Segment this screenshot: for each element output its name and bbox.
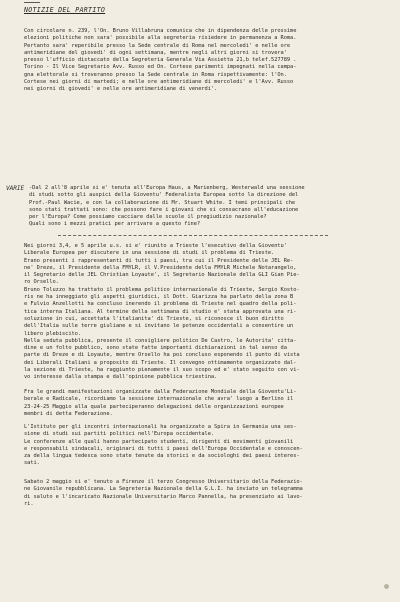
text-line: elezioni politiche non sara' possibile alla segreteria risiedere in permanenza a Roma. (24, 35, 297, 42)
text-line: ne' Dreze, il Presidente della FMYLR, il V.Presidente della FMYLR Michele Notarangelo, (24, 264, 297, 271)
text-line: il Segretario delle JEL Christian Loyaute', il Segretario Nazionale della GLI Gian Pie- (24, 272, 300, 279)
text-line: gna elettorale si troveranno presso la Sede centrale in Roma rispettivamente: l'On. (24, 71, 287, 78)
text-line: soluzione in cui, accettata l'italianita' di Trieste, si riconosce il buon diritto (24, 315, 284, 322)
trieste-paragraph (24, 243, 300, 382)
text-line: la sezione di Trieste, ha raggiunto pienamente il suo scopo ed e' stato seguito con vi- (24, 367, 300, 374)
text-line: sione di studi sui partiti politici nell'Europa occidentale. (24, 431, 215, 438)
text-line: di saluto e l'incaricato Nazionale Universitario Marco Pannella, ha presenziato ai lavo- (24, 493, 303, 500)
text-line: Pertanto sara' reperibile presso la Sede centrale di Roma nel mercoledi' e nelle ore (24, 42, 291, 49)
party-notice-paragraph (24, 28, 296, 94)
varie-paragraph (29, 185, 305, 229)
text-line: za della lingua tedesca sono state tenute da storici e da sociologhi dei paesi interes- (24, 453, 300, 460)
text-line: Fra le grandi manifestazioni organizzate dalla Federazione Mondiale della Gioventu'Li- (24, 389, 297, 395)
text-line: di studi sotto gli auspici della Gioventu' Federalista Europea sotto la direzione del (29, 192, 299, 199)
text-line: Con circolare n. 239, l'On. Bruno Villabruna comunica che in dipendenza delle prossime (24, 28, 297, 34)
section-label-varie: VARIE (6, 185, 25, 192)
text-line: 23-24-25 Maggio alla quale parteciperanno delegazioni delle organizzazioni europee (24, 403, 284, 410)
text-line: sono stati trattati sono: che possono fare i giovani che si consacrano all'educazione (29, 206, 299, 213)
page-blemish (384, 584, 389, 589)
page-title: NOTIZIE DEL PARTITO (24, 6, 106, 14)
text-line: libero plebiscito. (24, 330, 82, 337)
text-line: Liberale Europea per discutere in una sessione di studi il problema di Trieste. (24, 250, 275, 257)
text-line: Quali sono i mezzi pratici per arrivare a questo fine? (29, 221, 201, 228)
spira-institute-paragraph (24, 424, 303, 468)
text-line: vo interesse dalla stampa e dall'opinione pubblica triestina. (24, 374, 218, 381)
text-line: Prof.-Paul Wacie, e con la collaborazione di Mr. Stuart White. I temi principali che (29, 199, 296, 206)
text-line: e Fulvio Anzellotti ha concluso inerendo il problema di Trieste nel quadro della poli- (24, 301, 297, 308)
text-line: tica interna Italiana. Al termine della settimana di studio e' stata approvata una ri- (24, 308, 297, 315)
text-line: ro Orsello. (24, 279, 59, 286)
berlin-session-paragraph (24, 389, 296, 418)
text-line: Nei giorni 3,4, e 5 aprile u.s. si e' riunito a Trieste l'esecutivo della Gioventu' (24, 243, 287, 249)
text-line: Nella seduta pubblica, presente il consigliere politico De Castro, le Autorita' citta- (24, 337, 297, 344)
text-line: dell'Italia sulle terre giuliane e si invitano le potenze occidentali a consentire un (24, 323, 294, 330)
text-line: dine e un folto pubblico, sono state fatte importanti dichiarazioni in tal senso da (24, 345, 287, 352)
text-line: antimeridiane del giovedi' di ogni settimana, mentre negli altri giorni si trovera' (24, 49, 287, 56)
text-line: parte di Dreze e di Loyaute, mentre Orsello ha poi concluso esponendo il punto di vista (24, 352, 300, 359)
text-line: Cortese nei giorni di martedi; e nelle ore antimeridiane di mercoledi' e l'Avv. Russo (24, 79, 294, 86)
text-line: dei Liberali Italiani a proposito di Trieste. Il convegno ottimamente organizzato dal- (24, 359, 297, 366)
text-line: L'Istituto per gli incontri internazionali ha organizzato a Spira in Germania una ses- (24, 424, 297, 430)
text-line: presso l'ufficio distaccato della Segreteria Generale Via Assietta 21,b telef.527789 . (24, 57, 297, 64)
text-line: per l'Europa? Come possiamo cacciare dalle scuole il pregiudizio nazionale? (29, 214, 267, 221)
text-line: -Dal 2 all'8 aprile si e' tenuta all'Europa Haus, a Marienberg, Westerwald una sessione (29, 185, 305, 191)
text-line: Torino - Il Vice Segretario Avv. Russo ed On. Cortese parimenti impegnati nella campa- (24, 64, 297, 71)
text-line: sati. (24, 460, 40, 467)
florence-congress-paragraph (24, 479, 303, 508)
text-line: nei giorni di giovedi' e nelle ore antimeridiane di venerdi'. (24, 86, 218, 93)
text-line: ris ne ha inneggiato gli aspetti giuridici, il Dott. Giarizza ha parlato della zona B (24, 294, 294, 301)
text-line: berale e Radicale, ricordiamo la sessione internazionale che avra' luogo a Berlino il (24, 396, 294, 403)
text-line: Le conferenze alle quali hanno partecipato studenti, dirigenti di movimenti giovanili (24, 438, 294, 445)
section-divider (58, 235, 328, 236)
text-line: e responsabili sindacali, originari di tutti i paesi dell'Europa Occidentale e conoscen- (24, 445, 303, 452)
text-line: membri di detta Federazione. (24, 410, 113, 417)
text-line: Erano presenti i rappresentanti di tutti i paesi, tra cui il Presidente delle JEL Re- (24, 257, 294, 264)
text-line: ri. (24, 500, 34, 507)
text-line: Sabato 2 maggio si e' tenuto a Firenze il terzo Congresso Universitario della Federazio- (24, 479, 303, 485)
text-line: ne Giovanile repubblicana. La Segreteria Nazionale della G.L.I. ha inviato un telegramma (24, 486, 303, 493)
text-line: Bruno Toluzzo ha trattato il problema politico internazionale di Trieste, Sergio Kosto- (24, 286, 300, 293)
